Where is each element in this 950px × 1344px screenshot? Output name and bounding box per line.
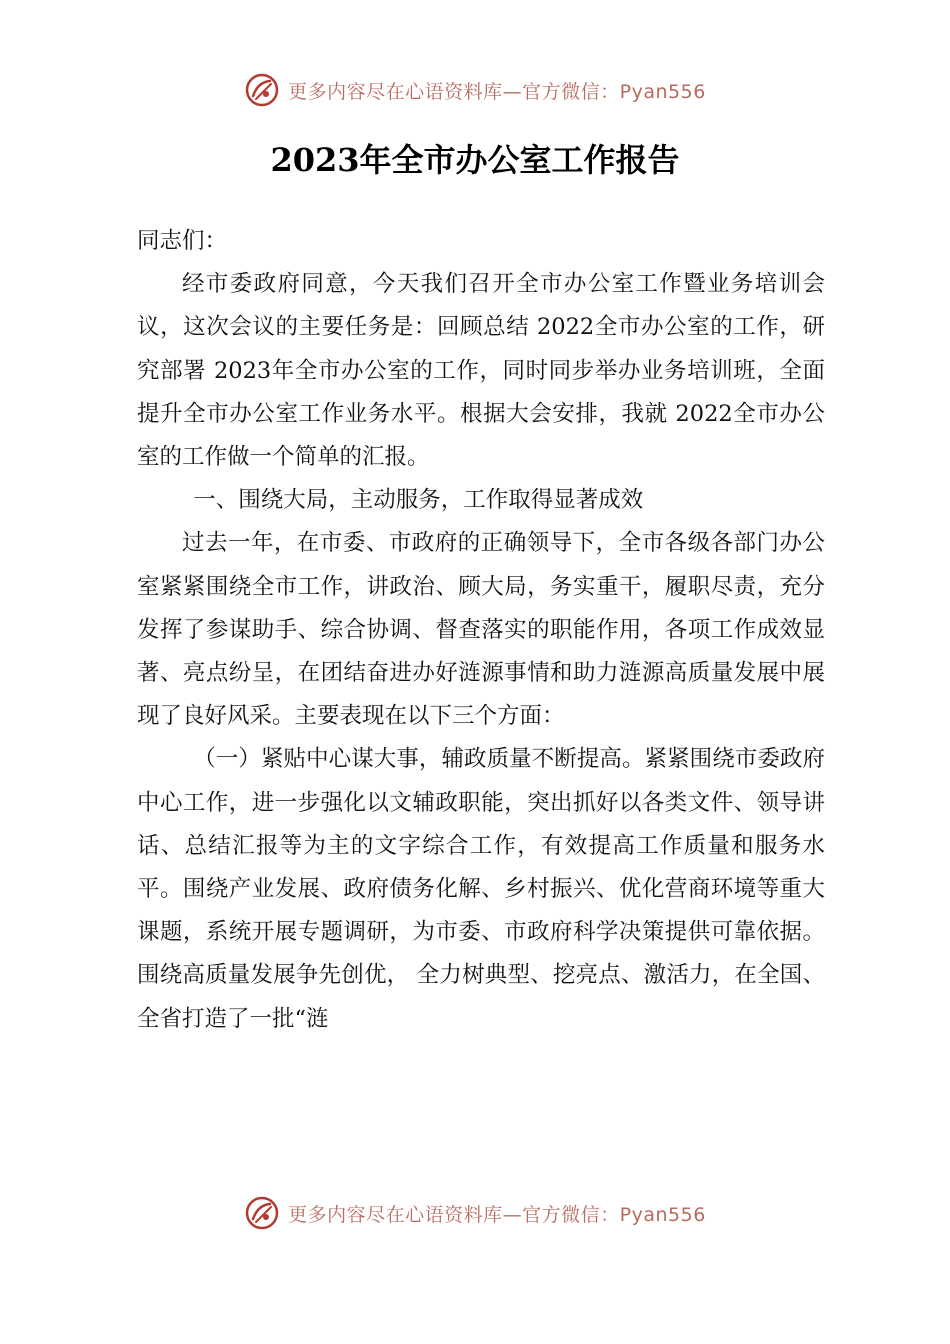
watermark-footer	[0, 1193, 950, 1233]
watermark-text: 更多内容尽在心语资料库—官方微信：Pyan556	[288, 1203, 706, 1226]
paragraph-intro: 经市委政府同意，今天我们召开全市办公室工作暨业务培训会议，这次会议的主要任务是：回顾总结 2022全市办公室的工作，研究部署 2023年全市办公室的工作，同时同步举办业务培训班，全面提升全市办公室工作业务水平。根据大会安排，我就 2022全市办公室的工作做一个简单的汇报。	[137, 271, 825, 471]
brand-logo-icon	[244, 1195, 280, 1231]
brand-logo-icon	[244, 72, 280, 108]
section-heading: 一、围绕大局，主动服务，工作取得显著成效	[193, 487, 644, 514]
watermark-header	[0, 70, 950, 110]
document-title: 2023年全市办公室工作报告	[270, 141, 680, 179]
salutation: 同志们：	[137, 228, 228, 254]
document-body	[137, 220, 825, 1041]
watermark-text: 更多内容尽在心语资料库—官方微信：Pyan556	[288, 80, 706, 103]
paragraph-item-one: （一）紧贴中心谋大事，辅政质量不断提高。紧紧围绕市委政府中心工作，进一步强化以文辅政职能，突出抓好以各类文件、领导讲话、总结汇报等为主的文字综合工作，有效提高工作质量和服务水平。围绕产业发展、政府债务化解、乡村振兴、优化营商环境等重大课题，系统开展专题调研，为市委、市政府科学决策提供可靠依据。围绕高质量发展争先创优， 全力树典型、挖亮点、激活力，在全国、全省打造了一批“涟	[137, 746, 825, 1032]
paragraph-review: 过去一年，在市委、市政府的正确领导下，全市各级各部门办公室紧紧围绕全市工作，讲政治、顾大局，务实重干，履职尽责，充分发挥了参谋助手、综合协调、督查落实的职能作用，各项工作成效显著、亮点纷呈，在团结奋进办好涟源事情和助力涟源高质量发展中展现了良好风采。主要表现在以下三个方面：	[137, 530, 825, 730]
